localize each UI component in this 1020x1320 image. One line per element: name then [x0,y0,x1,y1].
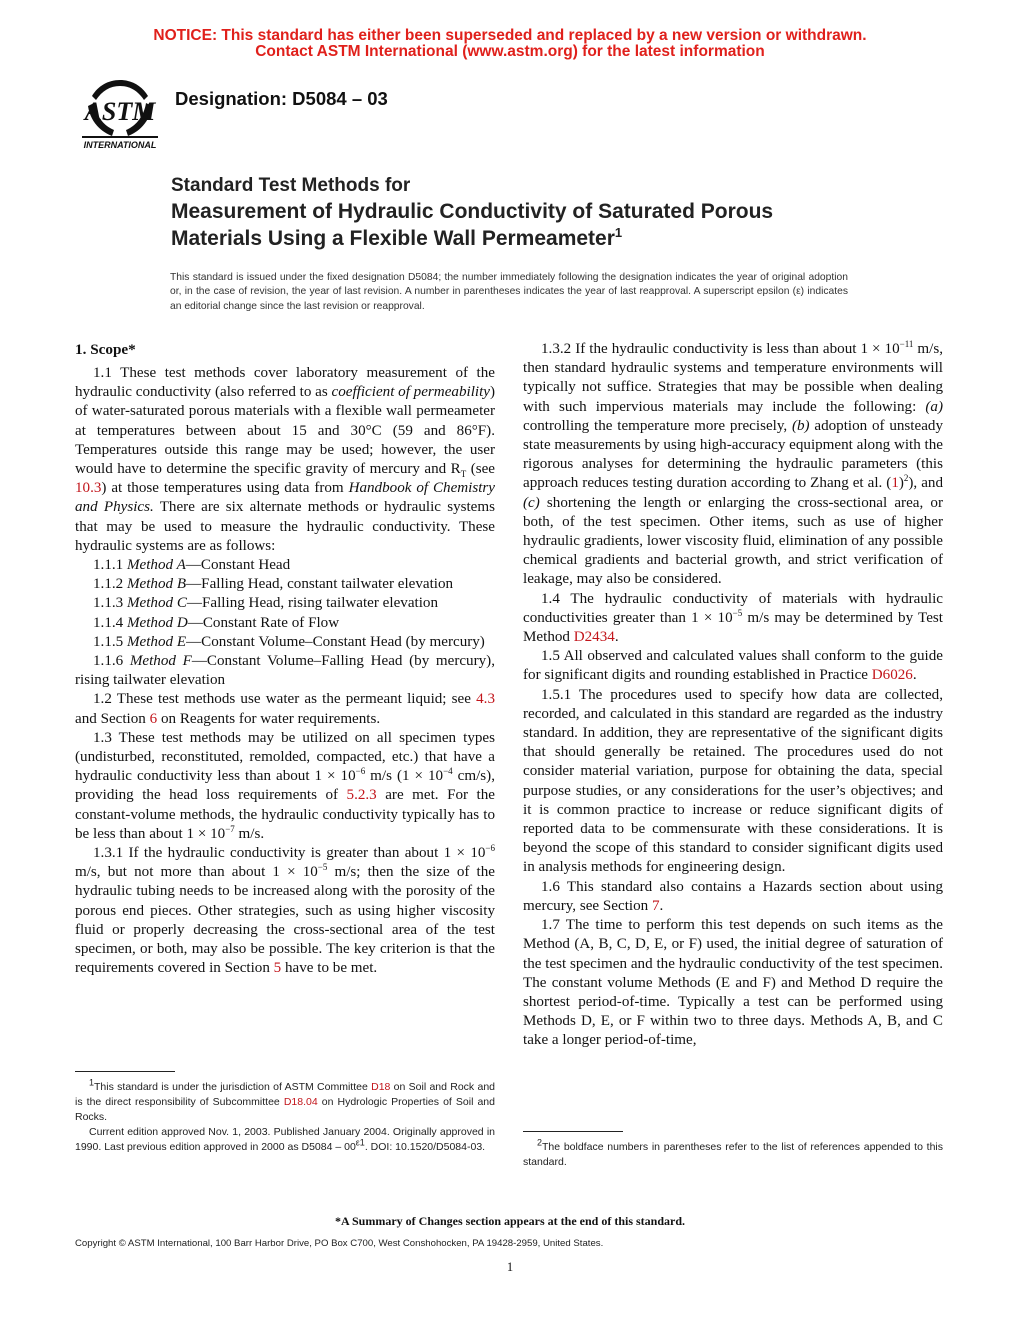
para-1-5-1: 1.5.1 The procedures used to specify how data are collected, recorded, and calculated in this standard are regarded as the industry standard. In addition, they are representative of the significant digits that should generally be retained. The procedures used do not consider material variation, purpose for obtaining the data, special purpose studies, or any considerations for the user’s objectives; and it is common practice to increase or reduce significant digits of reported data to be commensurate with these considerations. It is beyond the scope of this standard to consider significant digits used in analysis methods for engineering design. [523,686,943,876]
link-committee-d18[interactable]: D18 [371,1081,391,1093]
footnote-1: $^1$This standard is under the jurisdiction of ASTM Committee D18 on Soil and Rock and is the direct responsibility of Subcommittee D18.04 on Hydrologic Properties of Soil and Rocks. Current edition approved Nov. 1, 2003. Published January 2004. Originally approved in 1990. Last previous edition approved in 2000 as $D5084 - 00^{\varepsilon 1}$. DOI: 10.1520/D5084-03. [75,1077,495,1153]
para-1-1: 1.1 These test methods cover laboratory measurement of the hydraulic conductivity (also referred to as coefficient of permeability) of water-saturated porous materials with a flexible wall permeameter at temperatures between about 15 and 30°C (59 and 86°F). Temperatures outside this range may be used; however, the user would have to determine the specific gravity of mercury and $R_T$ (see 10.3) at those temperatures using data from Handbook of Chemistry and Physics. There are six alternate methods or hydraulic systems that may be used to measure the hydraulic conductivity. These hydraulic systems are as follows: [75,365,496,554]
link-d6026[interactable]: D6026 [871,667,913,684]
method-e: 1.1.5 Method E—Constant Volume–Constant Head (by mercury) [93,633,485,650]
title-line-3: Materials Using a Flexible Wall Permeameter [171,227,615,250]
para-1-5: 1.5 All observed and calculated values shall conform to the guide for significant digits and rounding established in Practice D6026. [523,648,943,684]
link-subcommittee-d18-04[interactable]: D18.04 [283,1096,318,1108]
link-4-3[interactable]: 4.3 [476,691,495,708]
left-column [75,340,495,979]
issued-note: This standard is issued under the fixed designation D5084; the number immediately following the designation indicates the year of original adoption or, in the case of revision, the year of last revision. A number in parentheses indicates the year of last reapproval. A superscript epsilon (ε) indicates an editorial change since the last revision or reapproval. [170,272,848,312]
link-10-3[interactable]: 10.3 [75,480,102,497]
link-d2434[interactable]: D2434 [573,629,615,646]
astm-logo [74,76,166,152]
link-section-5[interactable]: 5 [273,960,282,977]
logo-sub: INTERNATIONAL [83,140,157,150]
page-number: 1 [506,1260,514,1274]
notice-line-2: Contact ASTM International (www.astm.org) for the latest information [255,43,765,60]
method-c: 1.1.3 Method C—Falling Head, rising tailwater elevation [93,595,438,612]
link-5-2-3[interactable]: 5.2.3 [346,787,377,804]
para-1-3-2: 1.3.2 If the hydraulic conductivity is less than about $1 \times 10^{-11}$ m/s, then standard hydraulic systems and temperature environments will typically not suffice. Strategies that may be possible when dealing with such impervious materials may include the following: (a) controlling the temperature more precisely, (b) adoption of unsteady state measurements by using high-accuracy equipment along with the rigorous analyses for determining the hydraulic parameters (this approach reduces testing duration according to Zhang et al. $(1)^2$), and (c) shortening the length or enlarging the cross-sectional area, or both, of the test specimen. Other items, such as use of higher hydraulic gradients, lower viscosity fluid, elimination of any possible chemical gradients and bacterial growth, and strict verification of leakage, may also be considered. [523,338,943,588]
right-column [523,340,943,1051]
method-b: 1.1.2 Method B—Falling Head, constant tailwater elevation [93,576,454,593]
copyright: Copyright © ASTM International, 100 Barr Harbor Drive, PO Box C700, West Conshohocken, PA 19428-2959, United States. [75,1238,604,1249]
para-1-2: 1.2 These test methods use water as the permeant liquid; see 4.3 and Section 6 on Reagents for water requirements. [75,691,495,727]
title-line-2: Measurement of Hydraulic Conductivity of Saturated Porous [171,200,774,223]
para-1-7: 1.7 The time to perform this test depends on such items as the Method (A, B, C, D, E, or F) used, the initial degree of saturation of the test specimen and the hydraulic conductivity of the test specimen. The constant volume Methods (E and F) and Method D require the shortest period-of-time. Typically a test can be performed using Methods D, E, or F within two to three days. Methods A, B, and C take a longer period-of-time, [523,917,943,1049]
footnote-rule-left [75,1071,175,1072]
method-f: 1.1.6 Method F—Constant Volume–Falling Head (by mercury), rising tailwater elevation [75,653,495,689]
method-a: 1.1.1 Method A—Constant Head [93,557,291,574]
footnote-rule-right [523,1131,623,1132]
link-ref-1[interactable]: 1 [891,475,899,492]
document-title [171,174,871,252]
para-1-4: 1.4 The hydraulic conductivity of materials with hydraulic conductivities greater than $1 \times 10^{-5}$ m/s may be determined by Test Method D2434. [523,590,943,646]
title-line-1: Standard Test Methods for [171,175,411,196]
summary-note: *A Summary of Changes section appears at the end of this standard. [334,1214,686,1228]
link-section-6[interactable]: 6 [149,710,158,727]
notice-line-1: NOTICE: This standard has either been superseded and replaced by a new version or withdrawn. [153,27,867,44]
method-d: 1.1.4 Method D—Constant Rate of Flow [93,614,340,631]
para-1-3-1: 1.3.1 If the hydraulic conductivity is greater than about $1 \times 10^{-6}$ m/s, but not more than about $1 \times 10^{-5}$ m/s; then the size of the hydraulic tubing needs to be increased along with the porosity of the porous end pieces. Other strategies, such as using higher viscosity fluid or properly decreasing the cross-sectional area of the test specimen, or both, may also be possible. The key criterion is that the requirements covered in Section 5 have to be met. [75,843,495,977]
title-footnote-mark: 1 [614,225,623,240]
logo-letters: ASTM [84,97,156,126]
link-section-7[interactable]: 7 [651,897,660,914]
para-1-6: 1.6 This standard also contains a Hazards section about using mercury, see Section 7. [523,878,943,914]
designation: Designation: D5084 – 03 [175,88,388,109]
section-heading-scope: 1. Scope* [75,341,136,358]
para-1-3: 1.3 These test methods may be utilized on all specimen types (undisturbed, reconstituted, remolded, compacted, etc.) that have a hydraulic conductivity less than about $1 \times 10^{-6}$ m/s ($1 \times 10^{-4}$ cm/s), providing the head loss requirements of 5.2.3 are met. For the constant-volume methods, the hydraulic conductivity typically has to be less than about $1 \times 10^{-7}$ m/s. [75,729,495,842]
footnote-2: $^2$The boldface numbers in parentheses refer to the list of references appended to this standard. [523,1137,943,1168]
